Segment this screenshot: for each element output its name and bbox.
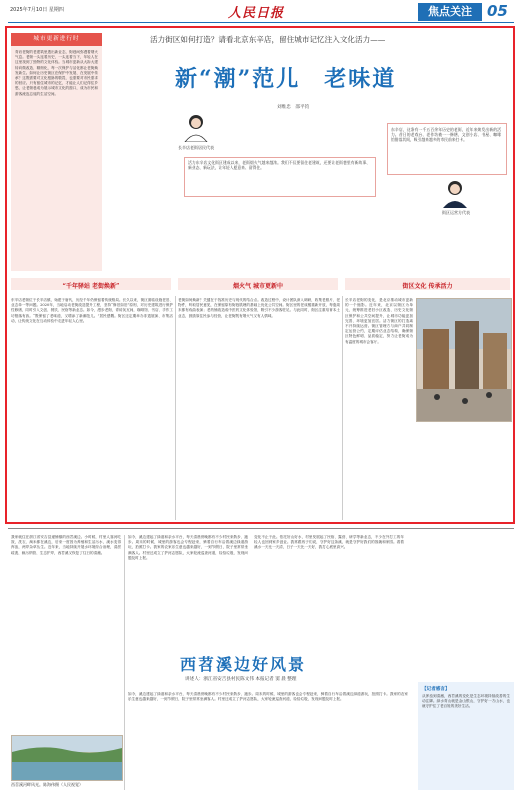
page-number: 05 xyxy=(487,2,508,20)
newspaper-logo: 人民日报 xyxy=(228,6,285,21)
bottom-column-3: 变化不止于此。依托好山好水，村里发展起了民宿、露营、研学等新业态，不少在外打工的年轻人也回到家乡创业。我常跟孩子们说，守护好这条溪，就是守护好我们的饭碗和家园。看着溪水一天比一天清，日子一天比一天好，我打心底里高兴。 xyxy=(254,535,404,550)
article-headline: 新“潮”范儿 老味道 xyxy=(175,66,397,92)
editor-note-title: 【记者感言】 xyxy=(422,687,450,692)
feature-bottom-rule xyxy=(8,528,514,529)
article-column-3: 长辛店老街的变化，是北京推动城市更新的一个缩影。近年来，北京以街区为单元，统筹推进老旧小区改造、历史文化街区保护和公共空间提升，让城市功能更加完善、环境更加宜居。活力街区的打造离不开持续运营。街区管理方与商户共同制定运营公约，定期评估业态结构，确保街区特色鲜明、品质稳定，努力让老街成为有温度的城市会客厅。 xyxy=(345,298,413,344)
article-column-1: 东辛店老街位于长辛店镇，始建于唐代，历经千年仍保留着传统格局。长久以来，街区面临设施老旧、业态单一等问题。2020年，当地启动老街改造提升工程，坚持“修旧如旧”原则，对历史建筑进行保护性修缮，同时引入文创、餐饮、民宿等新业态。如今，漫步老街，青砖灰瓦间，咖啡馆、书店、手作工坊错落有致。“既保留了老味道，又增添了新潮范儿。”居民感慨。街区还定期举办非遗展演、市集活动，让传统文化在互动体验中走进年轻人心里。 xyxy=(11,298,173,323)
resident-quote: 活力东辛店文化街区建成以来，老街烟火气越来越浓。我们不仅要留住老建筑，还要让老街巷里有新故事、新业态、新玩法，让年轻人愿意来、留得住。 xyxy=(188,160,370,171)
bottom-column-4: 如今，溪边建起了绿道和亲水平台，每天清晨傍晚都有不少村民来散步、跑步。周末的时候，城里的游客也会专程赶来，骑着自行车沿着溪边绿道游玩，拍照打卡。我家的农家乐生意也越来越好，一到节假日，院子里常常坐满客人。村里还成立了护河志愿队，大家轮流巡查河道，捡拾垃圾，发现问题及时上报。 xyxy=(128,692,408,702)
city-column-title: 城市更新进行时 xyxy=(11,33,102,46)
bottom-headline: 西苕溪边好风景 xyxy=(180,655,307,674)
section-2-title: 烟火气 城市更新中 xyxy=(232,283,284,290)
city-column-body: 青岩老街的老建筑里透出新业态，街巷间弥漫着烟火气息。老街一头连着历史，一头连着当下，年轻人在这里找到了独特的文化体验。当城市更新从大拆大建转向微改造、精细化，每一次保护与活化都让老街焕发新生。如何让历史街区在保护中发展、在发展中传承？这既需要对文化根脉的敬畏，也需要对市民需求的回应。只有留住城市的记忆，才能让人们记得住乡愁，让老街巷成为展示城市文化的窗口，成为市民和游客流连忘返的生活空间。 xyxy=(15,50,98,96)
street-photo xyxy=(416,298,512,422)
resident-portrait-icon xyxy=(182,112,210,142)
column-divider-1 xyxy=(175,296,176,520)
bottom-column-2: 如今，溪边建起了绿道和亲水平台，每天清晨傍晚都有不少村民来散步、跑步。周末的时候，城里的游客也会专程赶来，骑着自行车沿着溪边绿道游玩，拍照打卡。我家的农家乐生意也越来越好，一到节假日，院子里常常坐满客人。村里还成立了护河志愿队，大家轮流巡查河道，捡拾垃圾，发现问题及时上报。 xyxy=(128,535,248,560)
article-column-2: 老街如何焕新？关键在于找准历史与现代的结合点。改造过程中，设计团队深入调研，收集老照片、老物件，听取居民意见，在保留原有街巷肌理的基础上优化公共空间。街区里的老戏楼重新开放，每逢周末都有戏曲表演；老药铺改造成中医药文化体验馆，吸引不少游客驻足。与此同时，街区注重培育本土业态，鼓励原住民参与经营，让老街既有烟火气又有人情味。 xyxy=(178,298,340,318)
editor-note-body: 从浑浊到清澈，西苕溪的变化是生态环境持续改善的生动注脚。绿水青山就是金山银山，守护好一方山水，也就守护住了老百姓的美好生活。 xyxy=(422,694,510,709)
issue-date: 2025年7月10日 星期四 xyxy=(10,7,64,13)
section-badge: 焦点关注 xyxy=(418,3,482,21)
operator-quote: 东辛店，这条有一千五百余年历史的老街，近年来焕发出新的活力。昔日的老戏台、老作坊被一一修缮，文创小店、书屋、咖啡馆错落其间，吸引越来越多的市民前来打卡。 xyxy=(391,127,501,143)
section-1-title: “千年驿站 老街焕新” xyxy=(62,283,120,290)
masthead-rule xyxy=(8,22,514,23)
section-3-title: 街区文化 传承活力 xyxy=(402,283,453,290)
resident-name: 长辛店老街居民代表 xyxy=(178,145,214,150)
bottom-column-1: 我家就住在浙江省安吉县递铺镇的西苕溪边。小时候，村里人靠河吃饭，洗衣、淘米都在溪边，后来一度因为养殖和生活污水，溪水变得浑浊，两岸杂草丛生。近年来，当地持续开展水环境综合治理，清淤疏浚、截污纳管、生态护岸，西苕溪又恢复了往日的清澈。 xyxy=(11,535,121,555)
operator-name: 街区运营方代表 xyxy=(442,210,470,215)
column-divider-2 xyxy=(342,296,343,520)
article-kicker: 活力街区如何打造？请看北京东辛店，留住城市记忆注入文化活力—— xyxy=(150,35,386,44)
operator-portrait-icon xyxy=(440,178,470,208)
bottom-divider-1 xyxy=(124,535,125,790)
river-photo-caption: 西苕溪河畔风光。陈海伟摄（人民视觉） xyxy=(11,782,83,787)
river-photo xyxy=(11,735,123,781)
bottom-subhead: 讲述人：浙江省安吉县村民陈文伟 本报记者 窦 晨 整理 xyxy=(185,677,297,682)
article-byline: 刘维忠 邵平钧 xyxy=(277,105,310,110)
